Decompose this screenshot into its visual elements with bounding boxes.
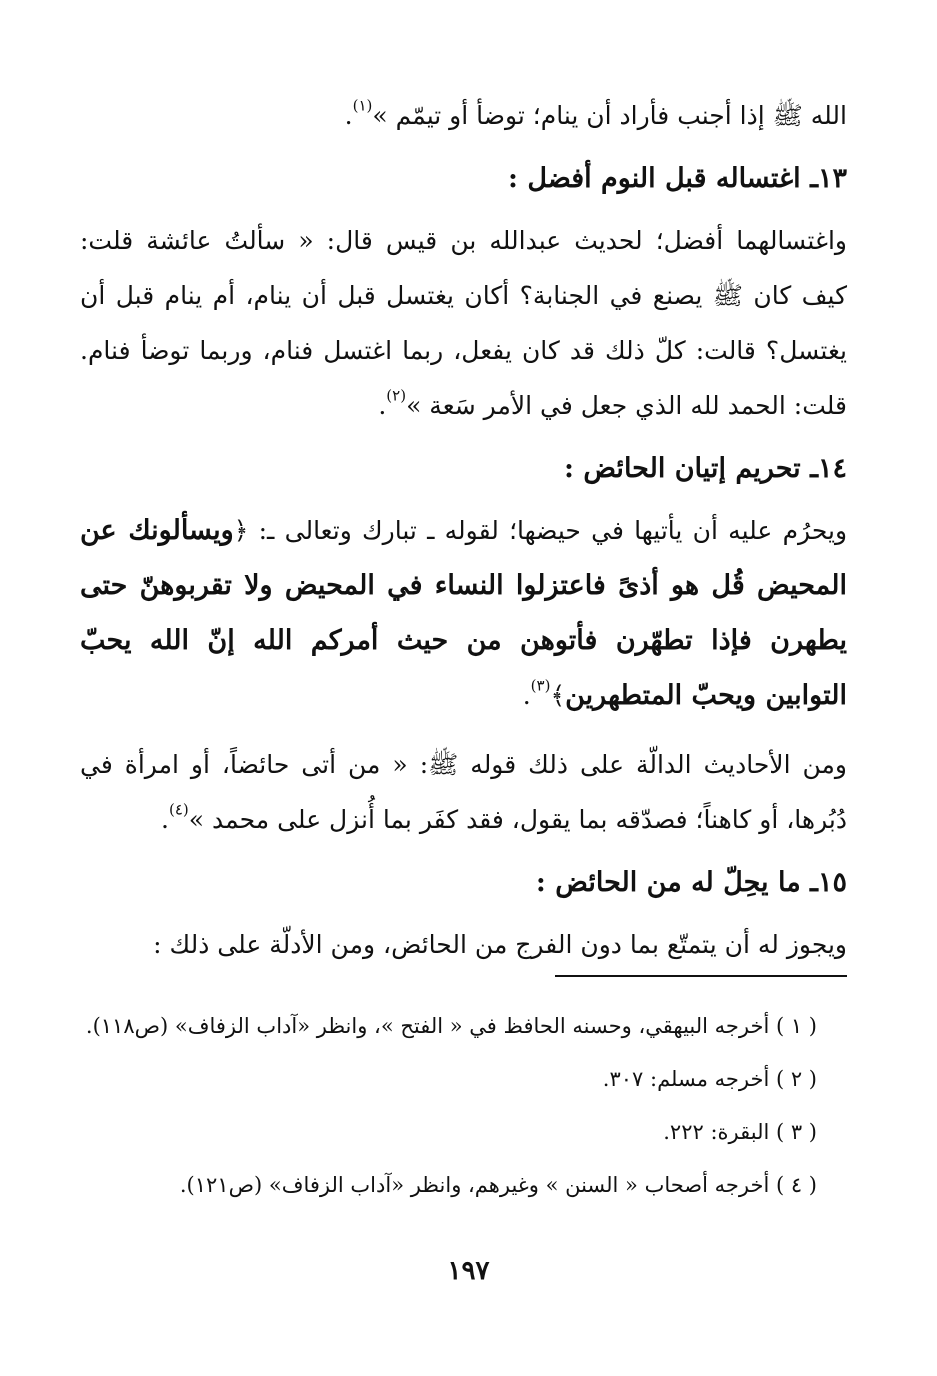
quran-verse: ويسألونك عن المحيض قُل هو أذىً فاعتزلوا النساء في المحيض ولا تقربوهنّ حتى يطهرن فإذا تطهّرن فأتوهن من حيث أمركم الله إنّ الله يحبّ التوابين ويحبّ المتطهرين xyxy=(80,515,847,711)
section-heading-13: ١٣ـ اغتساله قبل النوم أفضل : xyxy=(508,163,847,194)
footnote-ref-3[interactable]: (٣) xyxy=(530,676,551,695)
footnote-ref-2[interactable]: (٢) xyxy=(386,386,407,405)
section-14-hadith-paragraph: ومن الأحاديث الدالّة على ذلك قوله ﷺ: « من أتى حائضاً، أو امرأة في دُبُرها، أو كاهناً؛ فصدّقه بما يقول، فقد كفَر بما أُنزل على محمد »$^{(٤)}$. xyxy=(80,750,847,834)
section-heading-15: ١٥ـ ما يحِلّ له من الحائض : xyxy=(535,867,847,898)
footnote-ref-4[interactable]: (٤) xyxy=(169,800,189,819)
page-number: ١٩٧ xyxy=(447,1256,490,1286)
footnote-2: ( ٢ ) أخرجه مسلم: ٣٠٧. xyxy=(602,1067,817,1091)
footnote-ref-1[interactable]: (١) xyxy=(352,96,373,115)
footnotes xyxy=(80,1000,817,1212)
continued-paragraph: الله ﷺ إذا أجنب فأراد أن ينام؛ توضأ أو تيمّم »$^{(١)}$. xyxy=(344,96,847,130)
footnote-1: ( ١ ) أخرجه البيهقي، وحسنه الحافظ في « الفتح »، وانظر «آداب الزفاف» (ص١١٨). xyxy=(85,1014,817,1038)
section-13-paragraph: واغتسالهما أفضل؛ لحديث عبدالله بن قيس قال: « سألتُ عائشة قلت: كيف كان ﷺ يصنع في الجنابة؟ أكان يغتسل قبل أن ينام، أم ينام قبل أن يغتسل؟ قالت: كلّ ذلك قد كان يفعل، ربما اغتسل فنام، وربما توضأ فنام. قلت: الحمد لله الذي جعل في الأمر سَعة »$^{(٢)}$. xyxy=(80,226,847,420)
section-14-intro: ويحرُم عليه أن يأتيها في حيضها؛ لقوله ـ تبارك وتعالى ـ: xyxy=(258,516,848,545)
footnote-4: ( ٤ ) أخرجه أصحاب « السنن » وغيرهم، وانظر «آداب الزفاف» (ص١٢١). xyxy=(179,1173,817,1197)
continued-text: الله ﷺ إذا أجنب فأراد أن ينام؛ توضأ أو تيمّم » xyxy=(372,101,847,130)
footnote-divider xyxy=(555,975,847,977)
section-heading-14: ١٤ـ تحريم إتيان الحائض : xyxy=(563,453,847,484)
quran-close-bracket: ﴾ xyxy=(550,681,566,710)
quran-open-bracket: ﴿ xyxy=(233,516,249,545)
section-15-paragraph: ويجوز له أن يتمتّع بما دون الفرج من الحائض، ومن الأدلّة على ذلك : xyxy=(153,930,847,959)
section-14-paragraph: ويحرُم عليه أن يأتيها في حيضها؛ لقوله ـ تبارك وتعالى ـ: ﴿ويسألونك عن المحيض قُل هو أذىً فاعتزلوا النساء في المحيض ولا تقربوهنّ حتى يطهرن فإذا تطهّرن فأتوهن من حيث أمركم الله إنّ الله يحبّ التوابين ويحبّ المتطهرين﴾$^{(٣)}$. xyxy=(80,515,848,711)
section-14-hadith-text: ومن الأحاديث الدالّة على ذلك قوله ﷺ: « من أتى حائضاً، أو امرأة في دُبُرها، أو كاهناً؛ فصدّقه بما يقول، فقد كفَر بما أُنزل على محمد » xyxy=(80,750,847,834)
footnote-3: ( ٣ ) البقرة: ٢٢٢. xyxy=(663,1120,817,1144)
section-13-text: واغتسالهما أفضل؛ لحديث عبدالله بن قيس قال: « سألتُ عائشة قلت: كيف كان ﷺ يصنع في الجنابة؟ أكان يغتسل قبل أن ينام، أم ينام قبل أن يغتسل؟ قالت: كلّ ذلك قد كان يفعل، ربما اغتسل فنام، وربما توضأ فنام. قلت: الحمد لله الذي جعل في الأمر سَعة » xyxy=(80,226,847,420)
